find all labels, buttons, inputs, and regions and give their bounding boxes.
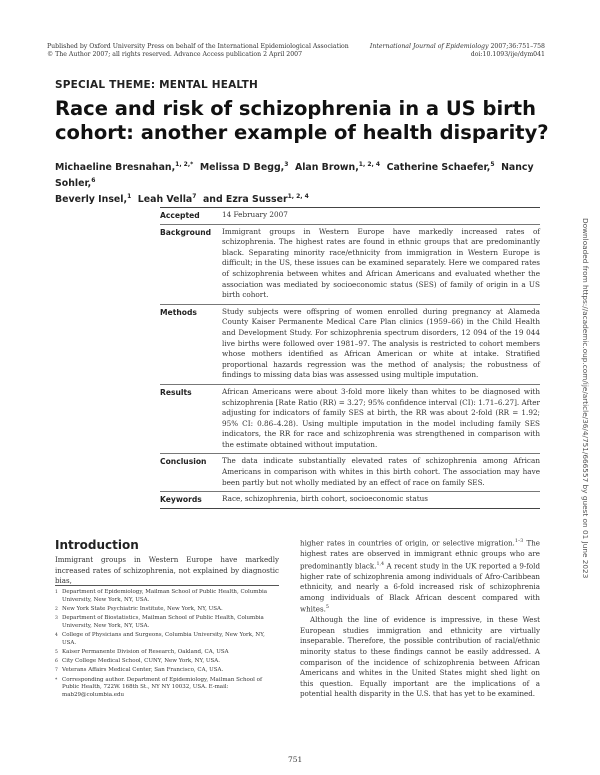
journal-volume: 2007;36:751–758 (490, 43, 545, 50)
abstract-background (160, 224, 540, 304)
section-heading: Introduction (55, 538, 139, 552)
abstract-conclusion (160, 453, 540, 491)
publisher-line: Published by Oxford University Press on behalf of the International Epidemiological Association (47, 43, 349, 50)
abstract-methods (160, 304, 540, 384)
body-paragraph: Although the line of evidence is impressive, in these West European studies immigration and ethnicity are virtually inseparable. Therefore, the possible contribution of racial/ethnic minority status to these findings cannot be easily addressed. A comparison of the incidence of schizophrenia between African Americans and whites in the United States might shed light on this question. Equally important are the implications of a potential health disparity in the U.S. that has yet to be examined. (300, 615, 540, 699)
footnote: 7 Veterans Affairs Medical Center, San Francisco, CA, USA. (55, 667, 224, 674)
abstract-text: 14 February 2007 (222, 210, 288, 219)
body-column-right (300, 537, 540, 700)
abstract-text: Immigrant groups in Western Europe have markedly increased rates of schizophrenia. The highest rates are found in ethnic groups that are predominantly black. Separating minority race/ethnicity from immigration in Western Europe is difficult; in the US, these issues can be examined separately. Here we compared rates of schizophrenia between whites and African Americans and evaluated whether the association was mediated by socioeconomic status (SES) of family of origin in a US birth cohort. (222, 226, 540, 300)
footnote: 3 Department of Biostatistics, Mailman School of Public Health, Columbia University, New York, NY, USA. (55, 615, 264, 629)
abstract-text: Race, schizophrenia, birth cohort, socioeconomic status (222, 494, 429, 504)
abstract-text: Study subjects were offspring of women enrolled during pregnancy at Alameda County Kaiser Permanente Medical Care Plan clinics (1959–66) in the Child Health and Development Study. For schizophrenia spectrum disorders, 12 094 of the 19 044 live births were followed over 1981–97. The analysis is restricted to cohort members whose mothers identified as African American or white at intake. Stratified proportional hazards regression was the method of analysis; the robustness of findings to missing data bias was assessed using multiple imputation. (222, 306, 540, 380)
author: Michaeline Bresnahan,$^{1, 2,*}$ (55, 161, 194, 174)
abstract-text: African Americans were about 3-fold more likely than whites to be diagnosed with schizophrenia [Rate Ratio (RR) = 3.27; 95% confidence interval (CI): 1.71–6.27]. After adjusting for indicators of family SES at birth, the RR was about 2-fold (RR = 1.92; 95% CI: 0.86–4.28). Using multiple imputation in the model including family SES indicators, the RR for race and schizophrenia was strengthened in comparison with the estimate obtained without imputation. (222, 386, 540, 449)
abstract-text: The data indicate substantially elevated rates of schizophrenia among African Americans in comparison with whites in this birth cohort. The association may have been partly but not wholly mediated by an effect of race on family SES. (222, 456, 540, 487)
abstract-label: Keywords (160, 495, 202, 505)
footnote: 6 City College Medical School, CUNY, New York, NY, USA. (55, 658, 221, 665)
footnote-corresponding: * Corresponding author. Department of Epidemiology, Mailman School of Public Health, 722W. 168th St., NY NY 10032, USA. E-mail: mab29@columbia.edu (55, 676, 262, 698)
download-watermark (580, 218, 590, 738)
abstract-label: Background (160, 227, 212, 237)
page-number: 751 (288, 755, 303, 764)
author: Leah Vella$^7$ (137, 193, 197, 206)
article-title: Race and risk of schizophrenia in a US birth cohort: another example of health disparity? (55, 97, 549, 144)
footnote: 5 Kaiser Permanente Division of Research, Oakland, CA, USA (55, 648, 229, 655)
copyright-line: © The Author 2007; all rights reserved. Advance Access publication 2 April 2007 (47, 51, 303, 58)
section-theme: SPECIAL THEME: MENTAL HEALTH (55, 79, 258, 91)
affiliations (55, 589, 279, 701)
author: Catherine Schaefer,$^5$ (386, 161, 495, 174)
footnote: 1 Department of Epidemiology, Mailman School of Public Health, Columbia University, New York, NY, USA. (55, 589, 268, 603)
author: Melissa D Begg,$^3$ (199, 161, 289, 174)
footnote: 2 New York State Psychiatric Institute, New York, NY, USA. (55, 605, 223, 612)
abstract-accepted (160, 207, 540, 224)
abstract-keywords (160, 491, 540, 509)
author: Nancy Sohler,$^6$ (55, 162, 534, 190)
abstract-results (160, 384, 540, 454)
doi[interactable]: doi:10.1093/ije/dym041 (470, 51, 545, 58)
author: Alan Brown,$^{1, 2, 4}$ (294, 161, 381, 174)
download-note: Downloaded from https://academic.oup.com/ije/article/36/4/751/666557 by guest on 01 June 2023 (581, 218, 590, 579)
abstract-label: Results (160, 387, 192, 397)
intro-paragraph: Immigrant groups in Western Europe have markedly increased rates of schizophrenia, not explained by diagnostic bias, (55, 555, 279, 586)
journal-citation (315, 43, 545, 59)
author: and Ezra Susser$^{1, 2, 4}$ (202, 193, 309, 206)
author: Beverly Insel,$^1$ (55, 193, 132, 206)
journal-name: International Journal of Epidemiology (369, 43, 489, 50)
abstract-label: Methods (160, 307, 197, 317)
abstract-label: Accepted (160, 211, 200, 220)
author-list (55, 158, 555, 206)
footnote: 4 College of Physicians and Surgeons, Columbia University, New York, NY, USA. (55, 632, 265, 646)
body-paragraph: higher rates in countries of origin, or selective migration.$^{1-3}$ The highest rates are observed in immigrant ethnic groups who are predominantly black.$^{1,4}$ A recent study in the UK reported a 9-fold higher rate of schizophrenia among individuals of Afro-Caribbean ethnicity, and nearly a 6-fold increased risk of schizophrenia among individuals of Black African descent compared with whites.$^5$ (300, 538, 540, 614)
abstract-label: Conclusion (160, 457, 207, 467)
abstract (160, 207, 540, 509)
footnote-divider (55, 585, 279, 586)
